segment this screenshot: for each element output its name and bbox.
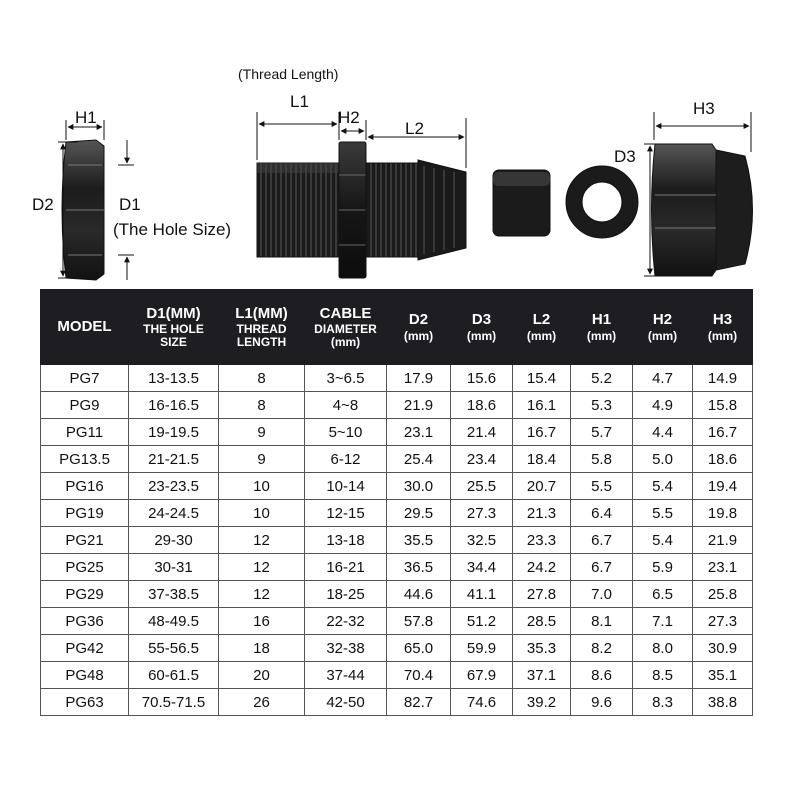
table-row: [41, 527, 753, 554]
table-cell: 16.1: [513, 392, 571, 419]
table-cell: 82.7: [387, 689, 451, 716]
table-header-row: [41, 290, 753, 365]
h1-dimension: [66, 108, 104, 140]
table-cell: 37-38.5: [129, 581, 219, 608]
column-header-unit: (mm): [707, 328, 738, 343]
column-header-title: D2: [408, 310, 429, 328]
column-header-unit: THE HOLE SIZE: [143, 322, 204, 349]
model-cell: PG29: [41, 581, 129, 608]
hole-size-note: (The Hole Size): [113, 220, 232, 239]
table-cell: 21.9: [387, 392, 451, 419]
table-cell: 28.5: [513, 608, 571, 635]
column-header-unit: (mm): [647, 328, 678, 343]
table-cell: 7.1: [633, 608, 693, 635]
table-cell: 23-23.5: [129, 473, 219, 500]
model-cell: PG16: [41, 473, 129, 500]
dome-cap: [652, 144, 753, 276]
column-header-unit: (mm): [586, 328, 617, 343]
model-cell: PG48: [41, 662, 129, 689]
table-cell: 26: [219, 689, 305, 716]
table-cell: 23.4: [451, 446, 513, 473]
table-cell: 27.3: [693, 608, 753, 635]
l1-dimension: [238, 66, 339, 160]
table-cell: 32.5: [451, 527, 513, 554]
table-cell: 12: [219, 581, 305, 608]
table-body: [41, 365, 753, 716]
table-cell: 8: [219, 365, 305, 392]
table-cell: 8.1: [571, 608, 633, 635]
table-cell: 8.3: [633, 689, 693, 716]
column-header-unit: (mm): [466, 328, 497, 343]
table-cell: 16.7: [693, 419, 753, 446]
table-cell: 10: [219, 500, 305, 527]
h2-dimension: [338, 108, 366, 140]
table-cell: 21.9: [693, 527, 753, 554]
table-cell: 35.3: [513, 635, 571, 662]
table-cell: 21.3: [513, 500, 571, 527]
column-header: [387, 290, 451, 365]
table-cell: 20: [219, 662, 305, 689]
column-header: [513, 290, 571, 365]
table-cell: 23.3: [513, 527, 571, 554]
table-row: [41, 662, 753, 689]
table-cell: 6.7: [571, 527, 633, 554]
table-cell: 29.5: [387, 500, 451, 527]
table-cell: 18.4: [513, 446, 571, 473]
table-cell: 5.5: [571, 473, 633, 500]
table-row: [41, 635, 753, 662]
table-row: [41, 419, 753, 446]
table-cell: 24-24.5: [129, 500, 219, 527]
table-cell: 32-38: [305, 635, 387, 662]
column-header-unit: (mm): [403, 328, 434, 343]
table-cell: 14.9: [693, 365, 753, 392]
table-row: [41, 554, 753, 581]
table-cell: 5.0: [633, 446, 693, 473]
table-cell: 19.4: [693, 473, 753, 500]
table-cell: 30-31: [129, 554, 219, 581]
table-cell: 30.0: [387, 473, 451, 500]
table-row: [41, 473, 753, 500]
table-cell: 44.6: [387, 581, 451, 608]
table-row: [41, 365, 753, 392]
column-header: [41, 290, 129, 365]
seal-ring: [566, 166, 638, 238]
table-row: [41, 500, 753, 527]
column-header-title: MODEL: [57, 318, 112, 336]
thread-length-note: (Thread Length): [238, 66, 339, 82]
table-cell: 35.1: [693, 662, 753, 689]
lock-nut-side-view: [62, 140, 104, 280]
table-cell: 67.9: [451, 662, 513, 689]
model-cell: PG19: [41, 500, 129, 527]
table-cell: 42-50: [305, 689, 387, 716]
table-cell: 12: [219, 554, 305, 581]
table-cell: 59.9: [451, 635, 513, 662]
table-cell: 6.7: [571, 554, 633, 581]
d1-label: D1: [119, 195, 141, 214]
table-cell: 25.5: [451, 473, 513, 500]
seal-insert: [493, 170, 550, 236]
column-header-title: CABLE: [319, 304, 372, 322]
column-header-title: H3: [712, 310, 733, 328]
table-cell: 18.6: [451, 392, 513, 419]
l2-dimension: [368, 118, 466, 168]
table-cell: 38.8: [693, 689, 753, 716]
table-cell: 15.6: [451, 365, 513, 392]
table-cell: 39.2: [513, 689, 571, 716]
d2-label: D2: [32, 195, 54, 214]
table-cell: 37-44: [305, 662, 387, 689]
l2-label: L2: [405, 119, 424, 138]
table-cell: 10: [219, 473, 305, 500]
column-header: [305, 290, 387, 365]
table-cell: 41.1: [451, 581, 513, 608]
model-cell: PG42: [41, 635, 129, 662]
table-cell: 35.5: [387, 527, 451, 554]
model-cell: PG11: [41, 419, 129, 446]
table-cell: 5~10: [305, 419, 387, 446]
table-row: [41, 446, 753, 473]
column-header: [633, 290, 693, 365]
table-cell: 21.4: [451, 419, 513, 446]
column-header: [129, 290, 219, 365]
h3-label: H3: [693, 99, 715, 118]
model-cell: PG21: [41, 527, 129, 554]
table-cell: 57.8: [387, 608, 451, 635]
column-header-title: D1(MM): [146, 304, 201, 322]
table-cell: 5.2: [571, 365, 633, 392]
table-cell: 17.9: [387, 365, 451, 392]
table-cell: 5.4: [633, 473, 693, 500]
table-cell: 8.0: [633, 635, 693, 662]
model-cell: PG7: [41, 365, 129, 392]
column-header-title: L1(MM): [235, 304, 288, 322]
table-cell: 18: [219, 635, 305, 662]
model-cell: PG13.5: [41, 446, 129, 473]
table-cell: 5.4: [633, 527, 693, 554]
table-cell: 16-16.5: [129, 392, 219, 419]
column-header-title: H2: [652, 310, 673, 328]
table-row: [41, 392, 753, 419]
table-cell: 74.6: [451, 689, 513, 716]
table-cell: 23.1: [693, 554, 753, 581]
table-row: [41, 608, 753, 635]
table-cell: 12-15: [305, 500, 387, 527]
table-cell: 25.8: [693, 581, 753, 608]
table-cell: 20.7: [513, 473, 571, 500]
table-cell: 8.5: [633, 662, 693, 689]
table-cell: 5.5: [633, 500, 693, 527]
table-row: [41, 581, 753, 608]
model-cell: PG36: [41, 608, 129, 635]
table-cell: 37.1: [513, 662, 571, 689]
column-header-title: D3: [471, 310, 492, 328]
table-cell: 8.6: [571, 662, 633, 689]
table-cell: 27.8: [513, 581, 571, 608]
table-cell: 10-14: [305, 473, 387, 500]
table-cell: 23.1: [387, 419, 451, 446]
table-cell: 4.7: [633, 365, 693, 392]
d3-label: D3: [614, 147, 636, 166]
table-cell: 48-49.5: [129, 608, 219, 635]
column-header-unit: DIAMETER (mm): [314, 322, 377, 349]
table-cell: 25.4: [387, 446, 451, 473]
table-cell: 8.2: [571, 635, 633, 662]
table-cell: 3~6.5: [305, 365, 387, 392]
table-cell: 6.5: [633, 581, 693, 608]
column-header-title: H1: [591, 310, 612, 328]
table-cell: 51.2: [451, 608, 513, 635]
table-cell: 55-56.5: [129, 635, 219, 662]
table-cell: 16.7: [513, 419, 571, 446]
table-cell: 4~8: [305, 392, 387, 419]
table-cell: 6.4: [571, 500, 633, 527]
spec-table: [40, 289, 753, 716]
table-cell: 29-30: [129, 527, 219, 554]
table-cell: 9: [219, 446, 305, 473]
table-cell: 70.5-71.5: [129, 689, 219, 716]
table-cell: 36.5: [387, 554, 451, 581]
table-cell: 30.9: [693, 635, 753, 662]
table-cell: 9: [219, 419, 305, 446]
table-cell: 4.9: [633, 392, 693, 419]
table-cell: 15.4: [513, 365, 571, 392]
table-cell: 7.0: [571, 581, 633, 608]
column-header: [219, 290, 305, 365]
table-cell: 13-13.5: [129, 365, 219, 392]
model-cell: PG9: [41, 392, 129, 419]
table-cell: 22-32: [305, 608, 387, 635]
cable-gland-diagram: [0, 0, 800, 289]
table-cell: 60-61.5: [129, 662, 219, 689]
table-cell: 70.4: [387, 662, 451, 689]
table-cell: 13-18: [305, 527, 387, 554]
table-cell: 27.3: [451, 500, 513, 527]
table-cell: 8: [219, 392, 305, 419]
table-cell: 16: [219, 608, 305, 635]
table-cell: 5.3: [571, 392, 633, 419]
d1-dimension: [113, 140, 231, 280]
table-cell: 24.2: [513, 554, 571, 581]
table-cell: 19-19.5: [129, 419, 219, 446]
column-header: [693, 290, 753, 365]
h1-label: H1: [75, 108, 97, 127]
model-cell: PG25: [41, 554, 129, 581]
table-cell: 16-21: [305, 554, 387, 581]
table-cell: 12: [219, 527, 305, 554]
column-header: [451, 290, 513, 365]
table-cell: 9.6: [571, 689, 633, 716]
model-cell: PG63: [41, 689, 129, 716]
column-header-unit: THREAD LENGTH: [236, 322, 287, 349]
table-cell: 5.8: [571, 446, 633, 473]
table-cell: 15.8: [693, 392, 753, 419]
table-cell: 19.8: [693, 500, 753, 527]
table-cell: 6-12: [305, 446, 387, 473]
table-cell: 21-21.5: [129, 446, 219, 473]
h2-label: H2: [338, 108, 360, 127]
table-cell: 4.4: [633, 419, 693, 446]
column-header: [571, 290, 633, 365]
column-header-title: L2: [532, 310, 551, 328]
table-row: [41, 689, 753, 716]
l1-label: L1: [290, 92, 309, 111]
table-cell: 18-25: [305, 581, 387, 608]
table-cell: 18.6: [693, 446, 753, 473]
table-cell: 5.9: [633, 554, 693, 581]
table-cell: 5.7: [571, 419, 633, 446]
gland-body: [257, 142, 466, 278]
table-cell: 34.4: [451, 554, 513, 581]
table-cell: 65.0: [387, 635, 451, 662]
column-header-unit: (mm): [526, 328, 557, 343]
